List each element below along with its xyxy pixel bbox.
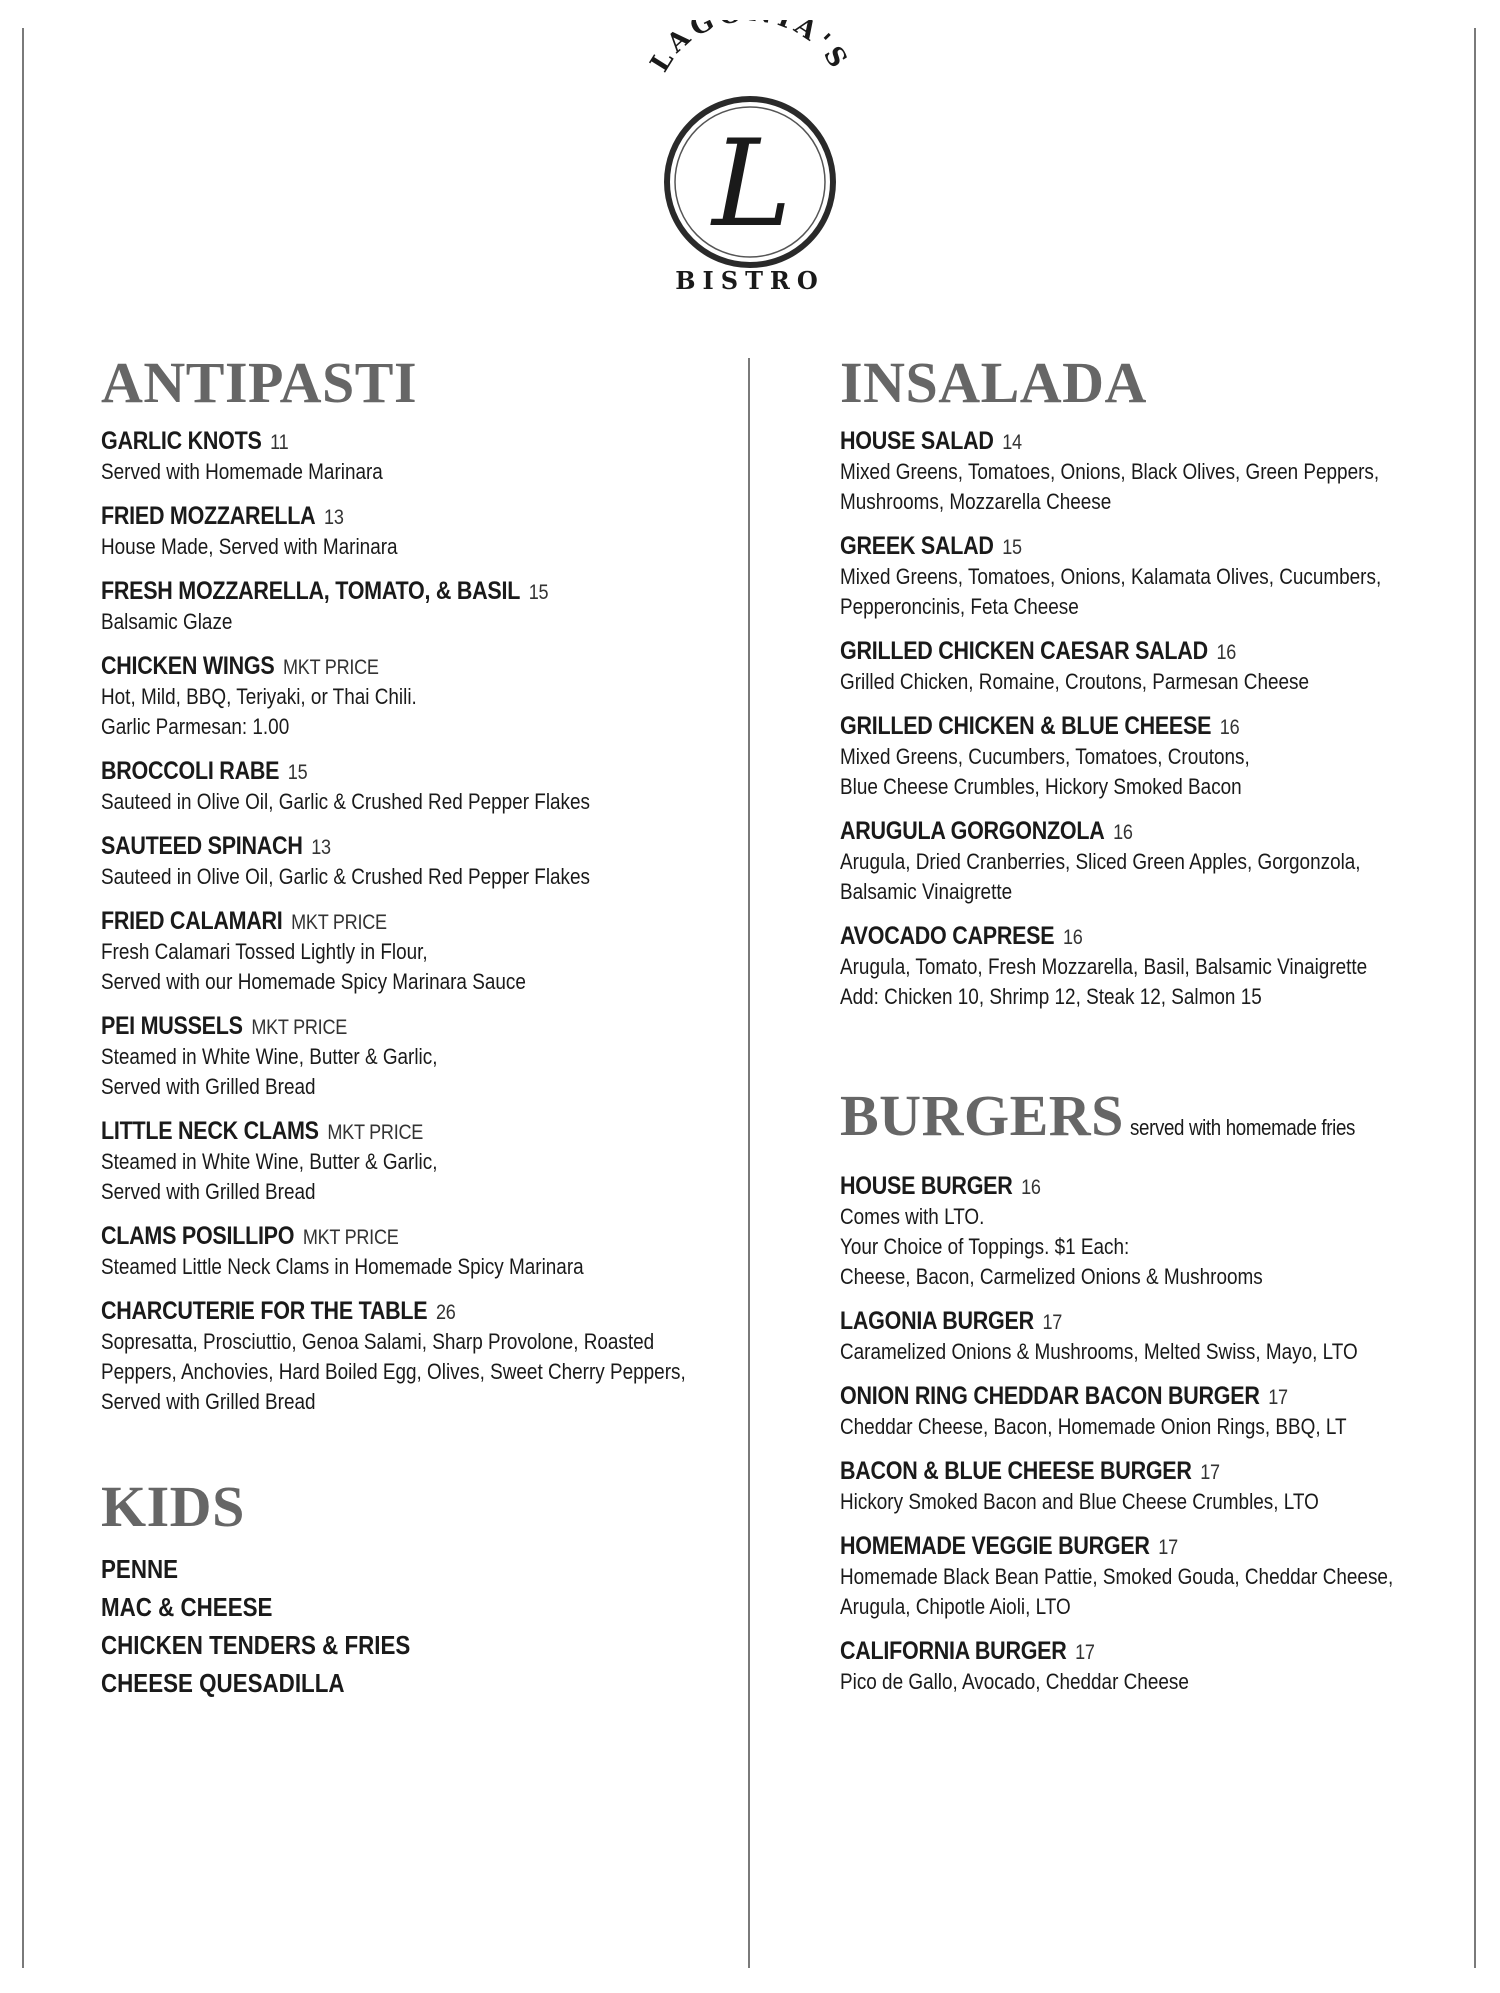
menu-item xyxy=(840,1531,1400,1623)
menu-item-description: Garlic Parmesan: 1.00 xyxy=(101,714,290,739)
menu-item xyxy=(840,1306,1400,1368)
menu-item-description: Steamed in White Wine, Butter & Garlic, xyxy=(101,1044,438,1069)
menu-item-header xyxy=(840,426,1022,458)
menu-item-description: Arugula, Tomato, Fresh Mozzarella, Basil, Balsamic Vinaigrette xyxy=(840,954,1368,979)
menu-item-description: Pico de Gallo, Avocado, Cheddar Cheese xyxy=(840,1669,1189,1694)
menu-item-name: CHARCUTERIE FOR THE TABLE xyxy=(101,1297,428,1325)
menu-item xyxy=(840,636,1400,698)
kids-menu-item: PENNE xyxy=(101,1554,179,1584)
burgers-subtitle: served with homemade fries xyxy=(1129,1115,1355,1140)
menu-item-price: MKT PRICE xyxy=(283,656,379,679)
menu-item-name: ONION RING CHEDDAR BACON BURGER xyxy=(840,1382,1260,1410)
menu-item-header xyxy=(840,1531,1178,1563)
menu-item-header xyxy=(840,1456,1220,1488)
menu-item xyxy=(840,816,1400,908)
menu-item xyxy=(101,756,721,818)
menu-item-header xyxy=(840,1306,1062,1338)
logo-monogram: L xyxy=(712,115,792,254)
menu-item-description: Steamed Little Neck Clams in Homemade Spicy Marinara xyxy=(101,1254,584,1279)
menu-item-description: Peppers, Anchovies, Hard Boiled Egg, Olives, Sweet Cherry Peppers, xyxy=(101,1359,686,1384)
menu-item-description: Served with Grilled Bread xyxy=(101,1389,316,1414)
menu-item-description: Blue Cheese Crumbles, Hickory Smoked Bacon xyxy=(840,774,1242,799)
menu-item-name: CALIFORNIA BURGER xyxy=(840,1637,1067,1665)
menu-item-header xyxy=(840,1171,1041,1203)
menu-item-price: 26 xyxy=(435,1301,456,1324)
menu-item xyxy=(101,1221,721,1283)
kids-menu-item: CHICKEN TENDERS & FRIES xyxy=(101,1630,411,1660)
menu-item-description: Served with Grilled Bread xyxy=(101,1179,316,1204)
menu-item-name: HOMEMADE VEGGIE BURGER xyxy=(840,1532,1150,1560)
menu-item-price: 17 xyxy=(1158,1536,1178,1559)
right-column xyxy=(840,350,1400,1711)
burgers-list xyxy=(840,1171,1400,1698)
menu-item-header xyxy=(101,1116,423,1148)
menu-item-description: Fresh Calamari Tossed Lightly in Flour, xyxy=(101,939,428,964)
antipasti-heading: ANTIPASTI xyxy=(101,350,418,415)
menu-item-price: 17 xyxy=(1042,1311,1063,1334)
menu-item-name: HOUSE SALAD xyxy=(840,427,994,455)
menu-item xyxy=(840,1171,1400,1293)
menu-item-name: CLAMS POSILLIPO xyxy=(101,1222,295,1250)
burgers-heading xyxy=(840,1083,1400,1161)
menu-item-price: 16 xyxy=(1021,1176,1041,1199)
menu-item-description: Homemade Black Bean Pattie, Smoked Gouda, Cheddar Cheese, xyxy=(840,1564,1394,1589)
menu-item-name: LITTLE NECK CLAMS xyxy=(101,1117,319,1145)
insalada-heading: INSALADA xyxy=(840,350,1147,415)
menu-item-name: FRIED CALAMARI xyxy=(101,907,283,935)
menu-item-price: MKT PRICE xyxy=(251,1016,348,1039)
menu-item-description: Steamed in White Wine, Butter & Garlic, xyxy=(101,1149,438,1174)
menu-item xyxy=(840,531,1400,623)
menu-item-name: GREEK SALAD xyxy=(840,532,994,560)
menu-item-description: Arugula, Dried Cranberries, Sliced Green Apples, Gorgonzola, xyxy=(840,849,1361,874)
menu-item-description: Hickory Smoked Bacon and Blue Cheese Crumbles, LTO xyxy=(840,1489,1319,1514)
menu-item-name: CHICKEN WINGS xyxy=(101,652,275,680)
menu-item xyxy=(840,711,1400,803)
menu-item xyxy=(101,651,721,743)
menu-item-price: 16 xyxy=(1113,821,1133,844)
menu-item-description: Served with our Homemade Spicy Marinara Sauce xyxy=(101,969,526,994)
menu-item xyxy=(101,501,721,563)
menu-item-price: 16 xyxy=(1219,716,1240,739)
menu-item-name: PEI MUSSELS xyxy=(101,1012,243,1040)
menu-item-name: AVOCADO CAPRESE xyxy=(840,922,1055,950)
menu-item-header xyxy=(840,1636,1095,1668)
burgers-section xyxy=(840,1083,1400,1698)
antipasti-section xyxy=(101,350,721,1418)
menu-item xyxy=(840,1456,1400,1518)
menu-item xyxy=(840,1381,1400,1443)
menu-item-name: GRILLED CHICKEN CAESAR SALAD xyxy=(840,637,1208,665)
menu-item-header xyxy=(840,531,1022,563)
menu-item-name: FRESH MOZZARELLA, TOMATO, & BASIL xyxy=(101,577,521,605)
menu-item-price: 13 xyxy=(324,506,344,529)
restaurant-logo xyxy=(600,20,900,310)
menu-item-price: 15 xyxy=(1002,536,1022,559)
menu-item-price: 16 xyxy=(1062,926,1083,949)
menu-item-description: Balsamic Vinaigrette xyxy=(840,879,1013,904)
menu-item-header xyxy=(840,921,1083,953)
menu-item-price: MKT PRICE xyxy=(291,911,387,934)
burgers-title: BURGERS xyxy=(840,1083,1124,1148)
kids-menu-item: CHEESE QUESADILLA xyxy=(101,1668,345,1698)
menu-item-price: 16 xyxy=(1216,641,1237,664)
menu-item xyxy=(101,1011,721,1103)
menu-item-header xyxy=(840,816,1133,848)
menu-item-description: Sauteed in Olive Oil, Garlic & Crushed Red Pepper Flakes xyxy=(101,864,591,889)
menu-item-description: Sopresatta, Prosciuttio, Genoa Salami, Sharp Provolone, Roasted xyxy=(101,1329,655,1354)
menu-item-price: 13 xyxy=(311,836,331,859)
kids-list xyxy=(101,1550,721,1702)
menu-item-description: Hot, Mild, BBQ, Teriyaki, or Thai Chili. xyxy=(101,684,417,709)
center-divider-line xyxy=(748,358,750,1968)
menu-item-name: BACON & BLUE CHEESE BURGER xyxy=(840,1457,1192,1485)
menu-item-header xyxy=(840,636,1236,668)
menu-item xyxy=(101,831,721,893)
menu-item-price: 15 xyxy=(528,581,549,604)
menu-item-name: ARUGULA GORGONZOLA xyxy=(840,817,1105,845)
menu-item-name: GRILLED CHICKEN & BLUE CHEESE xyxy=(840,712,1212,740)
menu-item-description: Cheddar Cheese, Bacon, Homemade Onion Rings, BBQ, LT xyxy=(840,1414,1347,1439)
menu-item-price: 14 xyxy=(1002,431,1022,454)
right-border-line xyxy=(1474,28,1476,1968)
menu-item xyxy=(840,426,1400,518)
menu-item-description: Arugula, Chipotle Aioli, LTO xyxy=(840,1594,1071,1619)
menu-item-name: FRIED MOZZARELLA xyxy=(101,502,316,530)
menu-item-description: Served with Homemade Marinara xyxy=(101,459,383,484)
menu-item-name: HOUSE BURGER xyxy=(840,1172,1013,1200)
left-column xyxy=(101,350,721,1702)
menu-item-header xyxy=(101,1296,456,1328)
kids-menu-item: MAC & CHEESE xyxy=(101,1592,273,1622)
menu-item-description: Mixed Greens, Tomatoes, Onions, Black Olives, Green Peppers, xyxy=(840,459,1380,484)
menu-item-description: Cheese, Bacon, Carmelized Onions & Mushrooms xyxy=(840,1264,1263,1289)
menu-item-header xyxy=(840,711,1239,743)
menu-item-header xyxy=(101,906,387,938)
left-border-line xyxy=(22,28,24,1968)
menu-item-name: BROCCOLI RABE xyxy=(101,757,280,785)
logo-bottom-text: BISTRO xyxy=(675,266,825,295)
kids-section xyxy=(101,1474,721,1702)
menu-item xyxy=(101,426,721,488)
menu-item-header xyxy=(101,756,307,788)
menu-item-header xyxy=(840,1381,1288,1413)
menu-item-header xyxy=(101,651,379,683)
menu-item-description: Mixed Greens, Tomatoes, Onions, Kalamata Olives, Cucumbers, xyxy=(840,564,1382,589)
menu-item-description: Mushrooms, Mozzarella Cheese xyxy=(840,489,1112,514)
menu-item-description: Your Choice of Toppings. $1 Each: xyxy=(840,1234,1130,1259)
menu-item-description: Mixed Greens, Cucumbers, Tomatoes, Croutons, xyxy=(840,744,1250,769)
menu-item-description: Grilled Chicken, Romaine, Croutons, Parmesan Cheese xyxy=(840,669,1310,694)
menu-item-price: 11 xyxy=(270,431,289,454)
insalada-list xyxy=(840,426,1400,1013)
menu-item-description: Add: Chicken 10, Shrimp 12, Steak 12, Salmon 15 xyxy=(840,984,1262,1009)
menu-item-price: 17 xyxy=(1268,1386,1288,1409)
menu-item-description: Sauteed in Olive Oil, Garlic & Crushed Red Pepper Flakes xyxy=(101,789,591,814)
menu-item xyxy=(101,1296,721,1418)
logo-top-text: LAG A'S xyxy=(644,20,856,78)
menu-item-description: Comes with LTO. xyxy=(840,1204,985,1229)
menu-item-header xyxy=(101,501,344,533)
menu-item-description: Balsamic Glaze xyxy=(101,609,233,634)
kids-heading: KIDS xyxy=(101,1474,245,1539)
menu-item-description: Caramelized Onions & Mushrooms, Melted Swiss, Mayo, LTO xyxy=(840,1339,1358,1364)
menu-item xyxy=(840,921,1400,1013)
menu-item xyxy=(101,1116,721,1208)
menu-item-header xyxy=(101,426,288,458)
menu-item xyxy=(101,906,721,998)
menu-item xyxy=(101,576,721,638)
menu-item-description: House Made, Served with Marinara xyxy=(101,534,398,559)
menu-item-price: 15 xyxy=(287,761,308,784)
menu-item-header xyxy=(101,576,548,608)
menu-item-header xyxy=(101,1221,399,1253)
menu-item-header xyxy=(101,1011,347,1043)
menu-item-price: MKT PRICE xyxy=(302,1226,399,1249)
menu-item-description: Served with Grilled Bread xyxy=(101,1074,316,1099)
menu-item-name: SAUTEED SPINACH xyxy=(101,832,303,860)
insalada-section xyxy=(840,350,1400,1013)
menu-item-name: GARLIC KNOTS xyxy=(101,427,262,455)
menu-item xyxy=(840,1636,1400,1698)
menu-item-price: 17 xyxy=(1075,1641,1095,1664)
menu-item-price: 17 xyxy=(1200,1461,1220,1484)
menu-item-header xyxy=(101,831,331,863)
menu-item-price: MKT PRICE xyxy=(327,1121,424,1144)
menu-item-name: LAGONIA BURGER xyxy=(840,1307,1034,1335)
menu-item-description: Pepperoncinis, Feta Cheese xyxy=(840,594,1079,619)
antipasti-list xyxy=(101,426,721,1418)
